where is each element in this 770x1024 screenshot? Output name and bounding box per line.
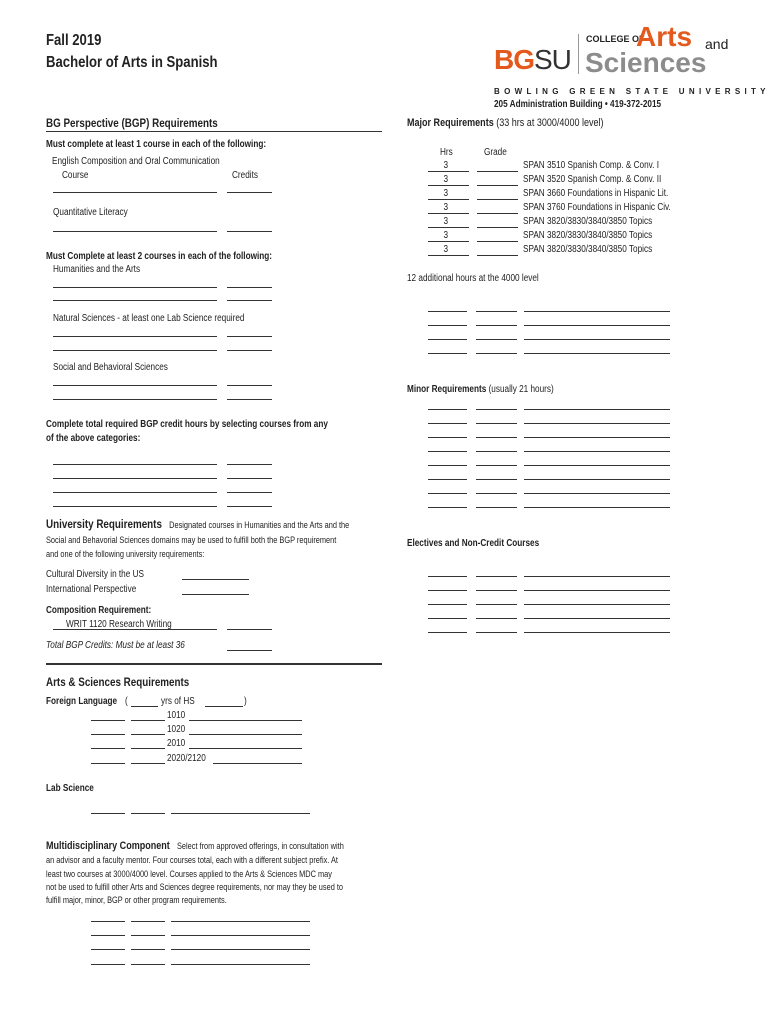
elective-course-line[interactable] [524,590,670,591]
major-hrs-line [428,227,469,228]
elective-grade-line[interactable] [476,604,517,605]
minor-grade-line[interactable] [476,409,517,410]
add-hrs-line[interactable] [428,339,467,340]
major-grade-line[interactable] [477,227,518,228]
natural-credit-line[interactable] [227,350,272,351]
mdc-hrs-line[interactable] [91,949,125,950]
logo-sciences: Sciences [585,47,707,78]
major-hrs-line [428,255,469,256]
add-grade-line[interactable] [476,325,517,326]
elective-hrs-line[interactable] [428,590,467,591]
fl-grade-line[interactable] [131,748,165,749]
major-hrs-line [428,241,469,242]
english-credit-line[interactable] [227,192,272,193]
bgp-any-course-line[interactable] [53,492,217,493]
mdc-grade-line[interactable] [131,935,165,936]
bgp-any-credit-line[interactable] [227,506,272,507]
fl-grade-line[interactable] [131,734,165,735]
major-hrs: 3 [443,244,449,255]
major-hrs-line [428,199,469,200]
minor-hrs-line[interactable] [428,423,467,424]
fl-course: 2020/2120 [167,753,206,764]
minor-course-line[interactable] [524,479,670,480]
quant-course-line[interactable] [53,231,217,232]
major-hrs: 3 [443,202,449,213]
minor-hrs-line[interactable] [428,507,467,508]
major-course: SPAN 3520 Spanish Comp. & Conv. II [523,174,662,185]
elective-course-line[interactable] [524,604,670,605]
quant-credit-line[interactable] [227,231,272,232]
bgp-title: BG Perspective (BGP) Requirements [46,116,218,130]
minor-hrs-line[interactable] [428,493,467,494]
foreign-label: Foreign Language [46,696,118,707]
major-course: SPAN 3510 Spanish Comp. & Conv. I [523,160,659,171]
logo-university: BOWLING GREEN STATE UNIVERSITY [494,87,770,96]
elective-hrs-line[interactable] [428,576,467,577]
elective-hrs-line[interactable] [428,604,467,605]
major-course: SPAN 3660 Foundations in Hispanic Lit. [523,188,669,199]
writ-underline [53,629,217,630]
natural-course-line[interactable] [53,350,217,351]
total-bgp-label: Total BGP Credits: Must be at least 36 [46,640,185,651]
writ-label: WRIT 1120 Research Writing [66,619,172,630]
elective-grade-line[interactable] [476,632,517,633]
social-course-line[interactable] [53,399,217,400]
elective-course-line[interactable] [524,632,670,633]
natural-label: Natural Sciences - at least one Lab Science required [53,313,245,324]
minor-grade-line[interactable] [476,451,517,452]
major-course: SPAN 3820/3830/3840/3850 Topics [523,230,653,241]
add-grade-line[interactable] [476,311,517,312]
elective-grade-line[interactable] [476,590,517,591]
section-divider [46,663,382,665]
add-course-line[interactable] [524,311,670,312]
minor-hrs-line[interactable] [428,479,467,480]
social-credit-line[interactable] [227,399,272,400]
fl-course: 1010 [167,710,186,721]
total-bgp-line[interactable] [227,650,272,651]
fl-grade-line[interactable] [131,720,165,721]
elective-hrs-line[interactable] [428,618,467,619]
fl-course: 1020 [167,724,186,735]
major-grade-line[interactable] [477,255,518,256]
bgp-must-one: Must complete at least 1 course in each of the following: [46,139,267,150]
minor-note: (usually 21 hours) [488,384,554,395]
major-hrs-line [428,185,469,186]
minor-grade-line[interactable] [476,479,517,480]
mdc-course-line[interactable] [171,949,310,950]
logo-arts: Arts [636,21,693,52]
minor-course-line[interactable] [524,493,670,494]
mdc-grade-line[interactable] [131,964,165,965]
mdc-hrs-line[interactable] [91,921,125,922]
major-grade-line[interactable] [477,199,518,200]
cultural-label: Cultural Diversity in the US [46,569,144,580]
minor-hrs-line[interactable] [428,437,467,438]
minor-course-line[interactable] [524,507,670,508]
major-hours-note: (33 hrs at 3000/4000 level) [496,117,604,129]
major-hrs: 3 [443,230,449,241]
major-hrs-line [428,213,469,214]
hs-detail-line[interactable] [205,706,243,707]
mdc-desc-4: not be used to fulfill other Arts and Sciences degree requirements, nor may they be used to [46,882,344,892]
university-title: University Requirements [46,517,162,531]
fl-hrs-line[interactable] [91,734,125,735]
lab-label: Lab Science [46,783,94,794]
mdc-desc-1: Select from approved offerings, in consultation with [176,841,344,851]
minor-grade-line[interactable] [476,423,517,424]
hrs-col: Hrs [440,147,453,158]
fl-course: 2010 [167,738,186,749]
university-desc-1: Designated courses in Humanities and the Arts and the [169,520,350,530]
major-title: Major Requirements [407,117,494,129]
mdc-course-line[interactable] [171,921,310,922]
mdc-hrs-line[interactable] [91,964,125,965]
minor-hrs-line[interactable] [428,465,467,466]
elective-course-line[interactable] [524,618,670,619]
quant-label: Quantitative Literacy [53,207,128,218]
add-grade-line[interactable] [476,339,517,340]
credits-col: Credits [232,170,258,181]
fl-hrs-line[interactable] [91,748,125,749]
as-title: Arts & Sciences Requirements [46,675,190,689]
elective-grade-line[interactable] [476,576,517,577]
english-course-line[interactable] [53,192,217,193]
lab-grade-line[interactable] [131,813,165,814]
bgp-any-credit-line[interactable] [227,464,272,465]
natural-course-line[interactable] [53,336,217,337]
major-course: SPAN 3820/3830/3840/3850 Topics [523,216,653,227]
major-grade-line[interactable] [477,213,518,214]
add-hrs-line[interactable] [428,353,467,354]
fl-hrs-line[interactable] [91,720,125,721]
add-hrs-line[interactable] [428,311,467,312]
lab-course-line[interactable] [171,813,310,814]
major-hrs: 3 [443,174,449,185]
logo-college-of: COLLEGE OF [586,34,645,44]
bgp-complete-2: of the above categories: [46,433,141,444]
mdc-grade-line[interactable] [131,949,165,950]
add-course-line[interactable] [524,339,670,340]
bgp-must-two: Must Complete at least 2 courses in each of the following: [46,251,272,262]
mdc-course-line[interactable] [171,935,310,936]
elective-hrs-line[interactable] [428,632,467,633]
minor-hrs-line[interactable] [428,451,467,452]
social-course-line[interactable] [53,385,217,386]
major-grade-line[interactable] [477,185,518,186]
add-grade-line[interactable] [476,353,517,354]
bgp-any-credit-line[interactable] [227,492,272,493]
major-additional: 12 additional hours at the 4000 level [407,273,539,284]
logo-su: SU [534,44,571,75]
bgp-any-course-line[interactable] [53,478,217,479]
add-hrs-line[interactable] [428,325,467,326]
course-col: Course [62,170,89,181]
mdc-desc-2: an advisor and a faculty mentor. Four courses total, each with a different subject prefix. At [46,855,338,865]
fl-grade-line[interactable] [131,763,165,764]
mdc-desc-5: fulfill major, minor, BGP or other program requirements. [46,895,227,905]
university-desc-2: Social and Behavorial Sciences domains may be used to fulfill both the BGP requirement [46,535,337,545]
minor-course-line[interactable] [524,437,670,438]
mdc-course-line[interactable] [171,964,310,965]
minor-course-line[interactable] [524,451,670,452]
elective-grade-line[interactable] [476,618,517,619]
grade-col: Grade [484,147,507,158]
minor-course-line[interactable] [524,423,670,424]
international-line[interactable] [182,594,249,595]
major-hrs-line [428,171,469,172]
writ-credit-line[interactable] [227,629,272,630]
logo-divider [578,34,579,74]
logo-address: 205 Administration Building • 419-372-2015 [494,99,662,110]
electives-title: Electives and Non-Credit Courses [407,538,540,549]
social-credit-line[interactable] [227,385,272,386]
major-course: SPAN 3760 Foundations in Hispanic Civ. [523,202,671,213]
cultural-line[interactable] [182,579,249,580]
hs-years-line[interactable] [131,706,158,707]
university-desc-3: and one of the following university requirements: [46,549,205,559]
mdc-desc-3: least two courses at 3000/4000 level. Courses applied to the Arts & Sciences MDC may [46,869,332,879]
add-course-line[interactable] [524,325,670,326]
humanities-course-line[interactable] [53,287,217,288]
bgp-complete-1: Complete total required BGP credit hours by selecting courses from any [46,419,328,430]
fl-hrs-line[interactable] [91,763,125,764]
logo-and: and [705,36,729,52]
humanities-course-line[interactable] [53,300,217,301]
major-grade-line[interactable] [477,171,518,172]
fl-note-line[interactable] [189,720,302,721]
composition-title: Composition Requirement: [46,605,152,616]
english-label: English Composition and Oral Communication [52,156,220,167]
bgp-any-course-line[interactable] [53,506,217,507]
minor-grade-line[interactable] [476,507,517,508]
minor-course-line[interactable] [524,409,670,410]
degree-title: Bachelor of Arts in Spanish [46,54,218,71]
term-title: Fall 2019 [46,32,102,49]
fl-note-line[interactable] [189,748,302,749]
minor-grade-line[interactable] [476,437,517,438]
major-hrs: 3 [443,216,449,227]
major-hrs: 3 [443,188,449,199]
logo-bg: BG [494,44,534,75]
major-hrs: 3 [443,160,449,171]
minor-title: Minor Requirements [407,384,487,395]
fl-note-line[interactable] [189,734,302,735]
humanities-credit-line[interactable] [227,287,272,288]
mdc-hrs-line[interactable] [91,935,125,936]
minor-grade-line[interactable] [476,493,517,494]
humanities-label: Humanities and the Arts [53,264,141,275]
yrs-hs-label: yrs of HS [161,696,195,707]
natural-credit-line[interactable] [227,336,272,337]
mdc-grade-line[interactable] [131,921,165,922]
foreign-paren-close: ) [244,696,247,707]
minor-course-line[interactable] [524,465,670,466]
minor-grade-line[interactable] [476,465,517,466]
add-course-line[interactable] [524,353,670,354]
international-label: International Perspective [46,584,137,595]
elective-course-line[interactable] [524,576,670,577]
foreign-paren-open: ( [125,696,128,707]
fl-note-line[interactable] [213,763,302,764]
mdc-title: Multidisciplinary Component [46,840,170,852]
humanities-credit-line[interactable] [227,300,272,301]
minor-hrs-line[interactable] [428,409,467,410]
major-course: SPAN 3820/3830/3840/3850 Topics [523,244,653,255]
bgp-any-credit-line[interactable] [227,478,272,479]
bgp-any-course-line[interactable] [53,464,217,465]
major-grade-line[interactable] [477,241,518,242]
lab-hrs-line[interactable] [91,813,125,814]
bgp-rule [46,131,382,132]
social-label: Social and Behavioral Sciences [53,362,168,373]
